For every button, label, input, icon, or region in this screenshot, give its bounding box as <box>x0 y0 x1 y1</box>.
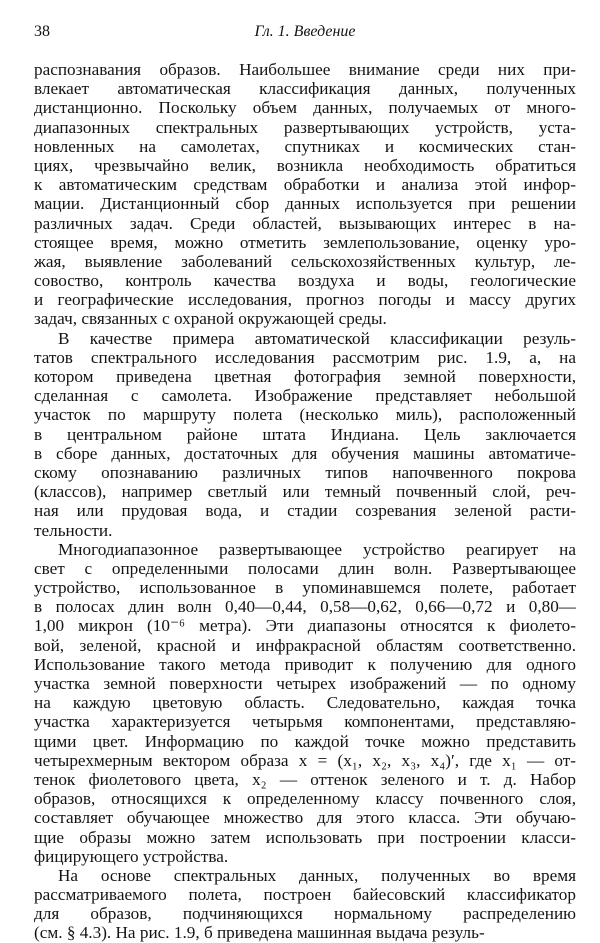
text-line: четырехмерным вектором образа x = (x₁, x₂, x₃, x₄)′, где x₁ — от- <box>34 750 576 770</box>
text-line: участка земной поверхности четырех изображений — по одному <box>34 674 576 693</box>
text-line: совоство, контроль качества воздуха и воды, геологические <box>34 271 576 291</box>
text-line: влекает автоматическая классификация данных, полученных <box>34 79 576 99</box>
text-line: (см. § 4.3). На рис. 1.9, б приведена машинная выдача резуль- <box>34 923 485 943</box>
text-line: образов, относящихся к определенному классу почвенного слоя, <box>34 789 576 809</box>
text-line: свет с определенными полосами длин волн. Развертывающее <box>34 558 576 578</box>
text-line: В качестве примера автоматической классификации резуль- <box>58 328 576 348</box>
text-line: мации. Дистанционный сбор данных используется при решении <box>34 194 576 214</box>
page-number: 38 <box>34 23 50 40</box>
paragraph <box>34 60 576 329</box>
text-line: участок по маршруту полета (несколько миль), расположенный <box>34 405 576 425</box>
text-line: ная или прудовая вода, и стадии созревания зеленой расти- <box>34 501 576 521</box>
text-line: и географические исследования, прогноз погоды и массу других <box>34 290 576 310</box>
text-line: рассматриваемого полета, построен байесовский классификатор <box>34 885 576 905</box>
text-line: к автоматическим средствам обработки и анализа этой инфор- <box>34 175 576 195</box>
text-line: вой, зеленой, красной и инфракрасной областям соответственно. <box>34 635 576 655</box>
text-line: задач, связанных с охраной окружающей среды. <box>34 309 387 329</box>
text-line: Использование такого метода приводит к получению для одного <box>34 654 576 674</box>
text-line: участка характеризуется четырьмя компонентами, представляю- <box>34 712 576 732</box>
text-line: дистанционно. Поскольку объем данных, получаемых от много- <box>34 98 576 118</box>
text-line: 1,00 микрон (10⁻⁶ метра). Эти диапазоны относятся к фиолето- <box>34 616 576 636</box>
text-line: стоящее время, можно отметить землепользование, оценку уро- <box>34 232 576 252</box>
text-line: составляет обучающее множество для этого класса. Эти обучаю- <box>34 808 576 828</box>
text-line: щие образы можно затем использовать при построении класси- <box>34 827 576 847</box>
text-line: щими цвет. Информацию по каждой точке можно представить <box>34 731 576 751</box>
body-text <box>34 60 576 943</box>
paragraph <box>34 329 576 540</box>
paragraph <box>34 540 576 866</box>
text-line: в сборе данных, достаточных для обучения машины автоматиче- <box>34 443 576 463</box>
text-line: татов спектрального исследования рассмотрим рис. 1.9, а, на <box>34 347 576 367</box>
text-line: (классов), например светлый или темный почвенный слой, реч- <box>34 482 576 502</box>
text-line: На основе спектральных данных, полученных во время <box>58 865 576 885</box>
text-line: сделанная с самолета. Изображение представляет небольшой <box>34 386 576 406</box>
text-line: распознавания образов. Наибольшее внимание среди них при- <box>34 60 576 79</box>
text-line: Многодиапазонное развертывающее устройство реагирует на <box>58 539 576 559</box>
text-line: фицирующего устройства. <box>34 846 229 866</box>
text-line: циях, чрезвычайно велик, возникла необходимость обратиться <box>34 155 576 175</box>
text-line: тенок фиолетового цвета, x₂ — оттенок зеленого и т. д. Набор <box>34 769 576 789</box>
text-line: диапазонных спектральных развертывающих устройств, уста- <box>34 117 576 137</box>
text-line: жая, выявление заболеваний сельскохозяйственных культур, ле- <box>34 251 576 271</box>
text-line: устройство, использованное в упоминавшемся полете, работает <box>34 578 576 598</box>
text-line: различных задач. Среди областей, вызывающих интерес в на- <box>34 213 576 233</box>
text-line: скому опознаванию различных типов напочвенного покрова <box>34 462 576 482</box>
running-head: Гл. 1. Введение <box>254 23 356 40</box>
text-line: в центральном районе штата Индиана. Цель заключается <box>34 424 576 444</box>
text-line: на каждую цветовую область. Следовательно, каждая точка <box>34 693 576 713</box>
text-line: новленных на самолетах, спутниках и космических стан- <box>34 136 576 156</box>
text-line: в полосах длин волн 0,40—0,44, 0,58—0,62, 0,66—0,72 и 0,80— <box>34 597 576 617</box>
text-line: котором приведена цветная фотография земной поверхности, <box>34 367 576 386</box>
text-line: для образов, подчиняющихся нормальному распределению <box>34 904 576 924</box>
paragraph <box>34 866 576 943</box>
text-line: тельности. <box>34 520 113 540</box>
page-header <box>34 23 576 45</box>
